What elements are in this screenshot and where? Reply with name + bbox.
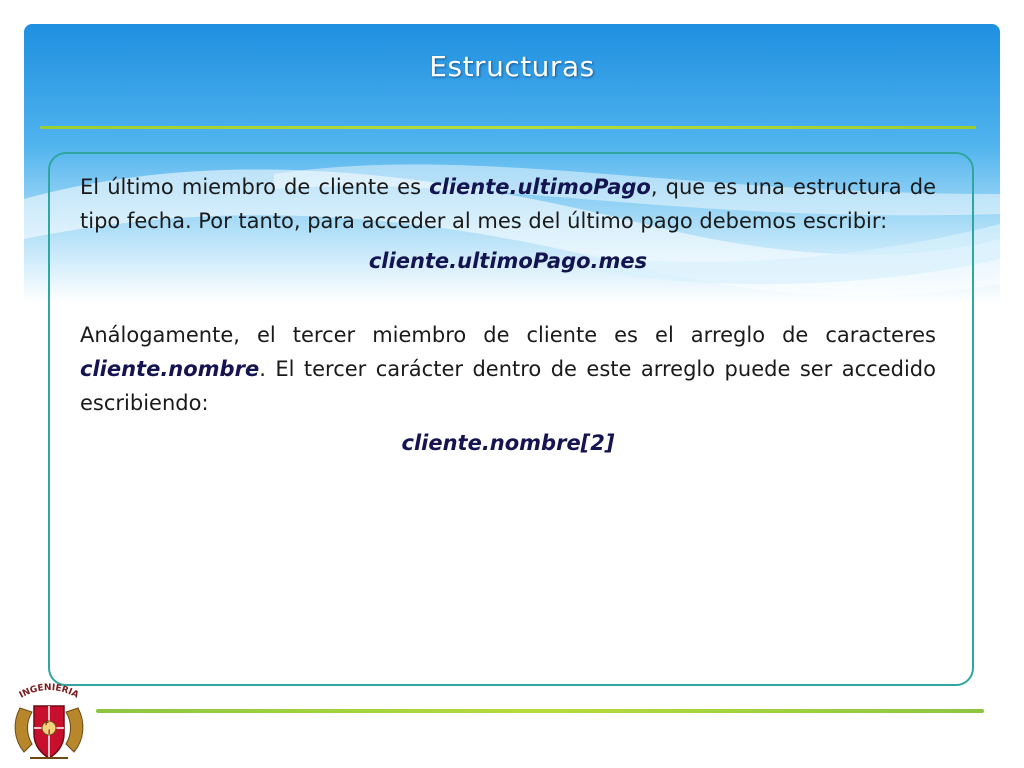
svg-text:INGENIERIA <box>18 683 80 701</box>
paragraph-2-keyword: cliente.nombre <box>80 357 260 381</box>
code-example-1: cliente.ultimoPago.mes <box>368 249 648 273</box>
slide-body <box>80 170 936 460</box>
paragraph-1 <box>80 170 936 238</box>
faculty-crest-icon <box>10 678 88 764</box>
svg-text:F: F <box>45 720 50 727</box>
paragraph-1-start: El último miembro de cliente es <box>80 175 430 199</box>
paragraph-1-end: , que es una estructura de tipo fecha. Por tanto, para acceder al mes del último pago debemos escribir: <box>80 175 936 233</box>
paragraph-1-keyword: cliente.ultimoPago <box>429 175 651 199</box>
footer-divider <box>96 709 984 713</box>
paragraph-2-end: . El tercer carácter dentro de este arreglo puede ser accedido escribiendo: <box>80 357 936 415</box>
slide-title: Estructuras <box>429 50 595 83</box>
paragraph-2 <box>80 318 936 420</box>
paragraph-2-start: Análogamente, el tercer miembro de cliente es el arreglo de caracteres <box>80 323 936 347</box>
logo-label: INGENIERIA <box>17 682 81 701</box>
code-example-2: cliente.nombre[2] <box>401 431 615 455</box>
title-divider <box>40 126 976 129</box>
svg-text:I: I <box>48 729 51 736</box>
